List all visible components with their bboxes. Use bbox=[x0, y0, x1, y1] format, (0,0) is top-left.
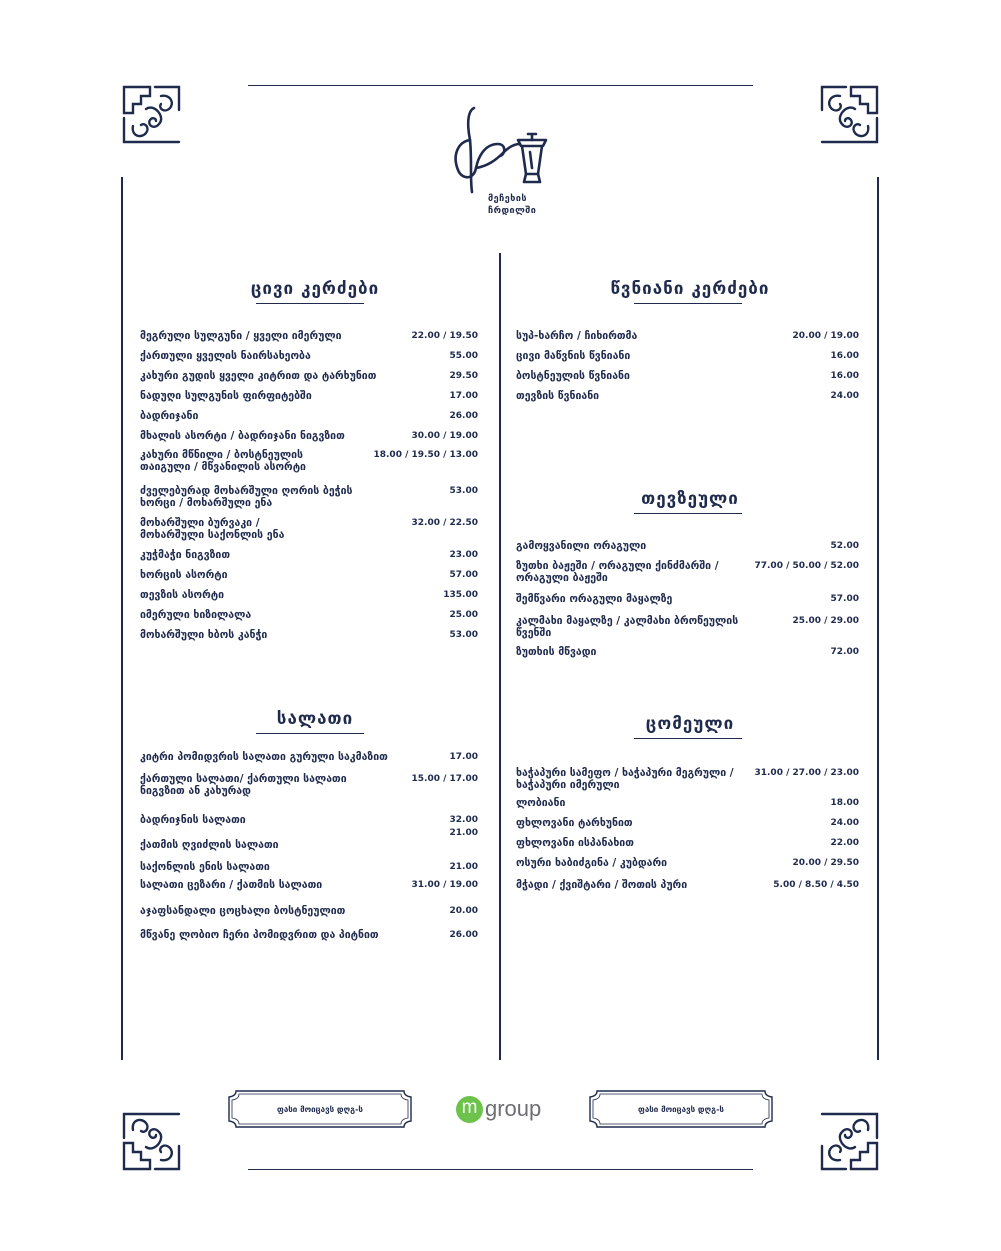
corner-ornament-top-left bbox=[121, 84, 183, 146]
menu-item-name: აჯაფსანდალი ცოცხალი ბოსტნეულით bbox=[140, 905, 346, 917]
menu-item-name: მხალის ასორტი / ბადრიჯანი ნიგვზით bbox=[140, 430, 345, 442]
menu-item-name: ფხლოვანი ტარხუნით bbox=[516, 817, 633, 829]
vat-badge-right-text: ფასი მოიცავს დღგ-ს bbox=[638, 1104, 724, 1114]
menu-item-name: ქართული ყველის ნაირსახეობა bbox=[140, 350, 311, 362]
menu-item bbox=[516, 371, 859, 383]
vat-badge-left bbox=[228, 1090, 412, 1128]
menu-item-name: სალათი ცეზარი / ქათმის სალათი bbox=[140, 879, 323, 891]
menu-item-price: 53.00 bbox=[449, 486, 478, 496]
menu-item bbox=[140, 570, 478, 582]
menu-item-price: 5.00 / 8.50 / 4.50 bbox=[773, 880, 859, 890]
menu-item-name: შემწვარი ორაგული მაყალზე bbox=[516, 593, 673, 605]
menu-item bbox=[516, 768, 859, 792]
menu-item-name-line2: წვენში bbox=[516, 627, 552, 639]
menu-item-name: კალმახი მაყალზე / კალმახი ბროწეულის bbox=[516, 615, 739, 627]
menu-item-name: ხაჭაპური სამეფო / ხაჭაპური მეგრული / bbox=[516, 767, 734, 779]
lantern-logo-icon bbox=[440, 100, 560, 195]
section-title-hot: წვნიანი კერძები bbox=[610, 279, 770, 299]
menu-item-name-line2: მოხარშული საქონლის ენა bbox=[140, 529, 285, 541]
top-rule bbox=[248, 85, 753, 86]
menu-item-name-line2: თაიგული / მწვანილის ასორტი bbox=[140, 461, 306, 473]
mgroup-m: m bbox=[461, 1097, 478, 1118]
menu-item-name-line2: ორაგული ბაჟეში bbox=[516, 572, 608, 584]
section-underline-cold bbox=[256, 303, 364, 304]
menu-item-name: ფხლოვანი ისპანახით bbox=[516, 837, 634, 849]
section-underline-hot bbox=[634, 303, 742, 304]
menu-item-price: 31.00 / 27.00 / 23.00 bbox=[754, 768, 859, 778]
menu-item-price: 57.00 bbox=[830, 594, 859, 604]
menu-item-price: 16.00 bbox=[830, 351, 859, 361]
menu-item-price: 24.00 bbox=[830, 391, 859, 401]
menu-item-price: 15.00 / 17.00 bbox=[411, 774, 478, 784]
bottom-rule bbox=[248, 1169, 753, 1170]
section-underline-pastry bbox=[634, 738, 742, 739]
menu-item-name: მოხარშული ხბოს კანჭი bbox=[140, 629, 268, 641]
menu-item bbox=[516, 858, 859, 870]
menu-item bbox=[140, 630, 478, 642]
menu-item-name: ბადრიჯნის სალათი bbox=[140, 814, 246, 826]
menu-item-name: მეგრული სულგუნი / ყველი იმერული bbox=[140, 330, 342, 342]
menu-item bbox=[140, 815, 478, 827]
logo-line-1: მეჩეხის bbox=[488, 194, 528, 204]
section-title-salads: სალათი bbox=[276, 709, 354, 729]
menu-item-price: 18.00 / 19.50 / 13.00 bbox=[373, 450, 478, 460]
center-divider bbox=[499, 253, 501, 1060]
menu-item bbox=[140, 930, 478, 942]
menu-item-name: ნადუღი სულგუნის ფირფიტებში bbox=[140, 390, 312, 402]
menu-item-price: 55.00 bbox=[449, 351, 478, 361]
menu-item-name: ბადრიჯანი bbox=[140, 410, 199, 422]
section-underline-fish bbox=[634, 513, 742, 514]
menu-item-name: ბოსტნეულის წვნიანი bbox=[516, 370, 630, 382]
menu-item bbox=[516, 391, 859, 403]
menu-item bbox=[140, 610, 478, 622]
menu-item bbox=[140, 431, 478, 443]
menu-item-name: ლობიანი bbox=[516, 797, 566, 809]
menu-item-name-line2: ხაჭაპური იმერული bbox=[516, 779, 620, 791]
left-frame-line bbox=[121, 177, 123, 1060]
menu-item-price: 17.00 bbox=[449, 391, 478, 401]
menu-item-name-line2: ნიგვზით ან კახურად bbox=[140, 785, 251, 797]
menu-item-price: 20.00 / 29.50 bbox=[792, 858, 859, 868]
vat-badge-left-text: ფასი მოიცავს დღგ-ს bbox=[277, 1104, 363, 1114]
menu-item-price: 17.00 bbox=[449, 752, 478, 762]
menu-item-name: გამოყვანილი ორაგული bbox=[516, 540, 647, 552]
logo-line-2: ჩრდილში bbox=[488, 206, 537, 216]
menu-item-price: 25.00 bbox=[449, 610, 478, 620]
menu-item bbox=[516, 594, 859, 606]
menu-item-price: 135.00 bbox=[443, 590, 478, 600]
menu-item-name: კიტრი პომიდვრის სალათი გურული საკმაზით bbox=[140, 751, 388, 763]
menu-item-price: 24.00 bbox=[830, 818, 859, 828]
menu-item-price: 31.00 / 19.00 bbox=[411, 880, 478, 890]
menu-item bbox=[516, 616, 859, 640]
menu-item bbox=[140, 880, 478, 892]
menu-item bbox=[140, 331, 478, 343]
menu-item-price: 52.00 bbox=[830, 541, 859, 551]
corner-ornament-bottom-left bbox=[121, 1110, 183, 1172]
menu-item-price: 26.00 bbox=[449, 411, 478, 421]
menu-item-name: ძველებურად მოხარშული ღორის ბეჭის bbox=[140, 485, 353, 497]
menu-item bbox=[516, 818, 859, 830]
section-title-fish: თევზეული bbox=[641, 489, 739, 509]
menu-item-name: ზუთხი ბაჟეში / ორაგული ქინძმარში / bbox=[516, 560, 719, 572]
menu-item bbox=[140, 486, 478, 510]
menu-item bbox=[140, 391, 478, 403]
mgroup-text: group bbox=[485, 1096, 542, 1121]
menu-item-price: 25.00 / 29.00 bbox=[792, 616, 859, 626]
menu-item-price: 53.00 bbox=[449, 630, 478, 640]
menu-item bbox=[516, 541, 859, 553]
menu-item bbox=[140, 774, 478, 798]
menu-item-name: ქათმის ღვიძლის სალათი bbox=[140, 839, 279, 851]
menu-item bbox=[516, 331, 859, 343]
menu-item-name: ზუთხის მწვადი bbox=[516, 646, 597, 658]
menu-item bbox=[140, 371, 478, 383]
menu-item-price: 32.00 bbox=[449, 815, 478, 825]
menu-item-price: 23.00 bbox=[449, 550, 478, 560]
menu-item-price: 20.00 bbox=[449, 906, 478, 916]
section-underline-salads bbox=[256, 733, 364, 734]
menu-item bbox=[140, 351, 478, 363]
menu-item-name: სუპ-ხარჩო / ჩიხირთმა bbox=[516, 330, 638, 342]
menu-item-name: ოსური ხაბიძგინა / კუბდარი bbox=[516, 857, 667, 869]
menu-item-name: თევზის წვნიანი bbox=[516, 390, 600, 402]
restaurant-logo bbox=[440, 100, 560, 225]
menu-item bbox=[516, 561, 859, 585]
vat-badge-right bbox=[589, 1090, 773, 1128]
menu-item-name: მჭადი / ქვიშტარი / შოთის პური bbox=[516, 879, 688, 891]
menu-item bbox=[140, 862, 478, 874]
right-frame-line bbox=[877, 177, 879, 1060]
menu-item-name: კუჭმაჭი ნიგვზით bbox=[140, 549, 231, 561]
menu-item-price: 30.00 / 19.00 bbox=[411, 431, 478, 441]
menu-item-price: 22.00 bbox=[830, 838, 859, 848]
menu-item-name: ქართული სალათი/ ქართული სალათი bbox=[140, 773, 347, 785]
menu-item bbox=[516, 880, 859, 892]
menu-item-name-line2: ხორცი / მოხარშული ენა bbox=[140, 497, 273, 509]
menu-item-price: 72.00 bbox=[830, 647, 859, 657]
menu-item-price: 21.00 bbox=[449, 862, 478, 872]
menu-item-price: 32.00 / 22.50 bbox=[411, 518, 478, 528]
menu-item bbox=[140, 550, 478, 562]
menu-item-price: 22.00 / 19.50 bbox=[411, 331, 478, 341]
menu-item-price: 57.00 bbox=[449, 570, 478, 580]
menu-item-price: 77.00 / 50.00 / 52.00 bbox=[754, 561, 859, 571]
menu-item-name: კახური მწნილი / ბოსტნეულის bbox=[140, 449, 303, 461]
corner-ornament-top-right bbox=[818, 84, 880, 146]
menu-item-price: 18.00 bbox=[830, 798, 859, 808]
menu-item-price: 29.50 bbox=[449, 371, 478, 381]
menu-item bbox=[140, 590, 478, 602]
menu-item-name: საქონლის ენის სალათი bbox=[140, 861, 270, 873]
menu-item bbox=[140, 450, 478, 474]
menu-item bbox=[516, 647, 859, 659]
menu-item bbox=[516, 798, 859, 810]
menu-item-name: ცივი მაწვნის წვნიანი bbox=[516, 350, 631, 362]
mgroup-logo bbox=[456, 1096, 550, 1124]
menu-item bbox=[140, 906, 478, 918]
menu-item-name: თევზის ასორტი bbox=[140, 589, 225, 601]
menu-item bbox=[140, 411, 478, 423]
menu-item bbox=[516, 351, 859, 363]
menu-item-price: 26.00 bbox=[449, 930, 478, 940]
menu-item-price: 21.00 bbox=[449, 828, 478, 838]
menu-item-name: მწვანე ლობიო ჩერი პომიდვრით და პიტნით bbox=[140, 929, 379, 941]
menu-item bbox=[140, 828, 478, 852]
menu-item bbox=[140, 752, 478, 764]
section-title-cold: ცივი კერძები bbox=[250, 279, 380, 299]
menu-item bbox=[516, 838, 859, 850]
corner-ornament-bottom-right bbox=[818, 1110, 880, 1172]
menu-item-name: მოხარშული ბურვაკი / bbox=[140, 517, 260, 529]
menu-item-price: 20.00 / 19.00 bbox=[792, 331, 859, 341]
menu-item-name: ხორცის ასორტი bbox=[140, 569, 228, 581]
section-title-pastry: ცომეული bbox=[645, 714, 735, 734]
menu-item-price: 16.00 bbox=[830, 371, 859, 381]
menu-item-name: იმერული ხიზილალა bbox=[140, 609, 252, 621]
menu-item bbox=[140, 518, 478, 542]
menu-item-name: კახური გუდის ყველი კიტრით და ტარხუნით bbox=[140, 370, 377, 382]
